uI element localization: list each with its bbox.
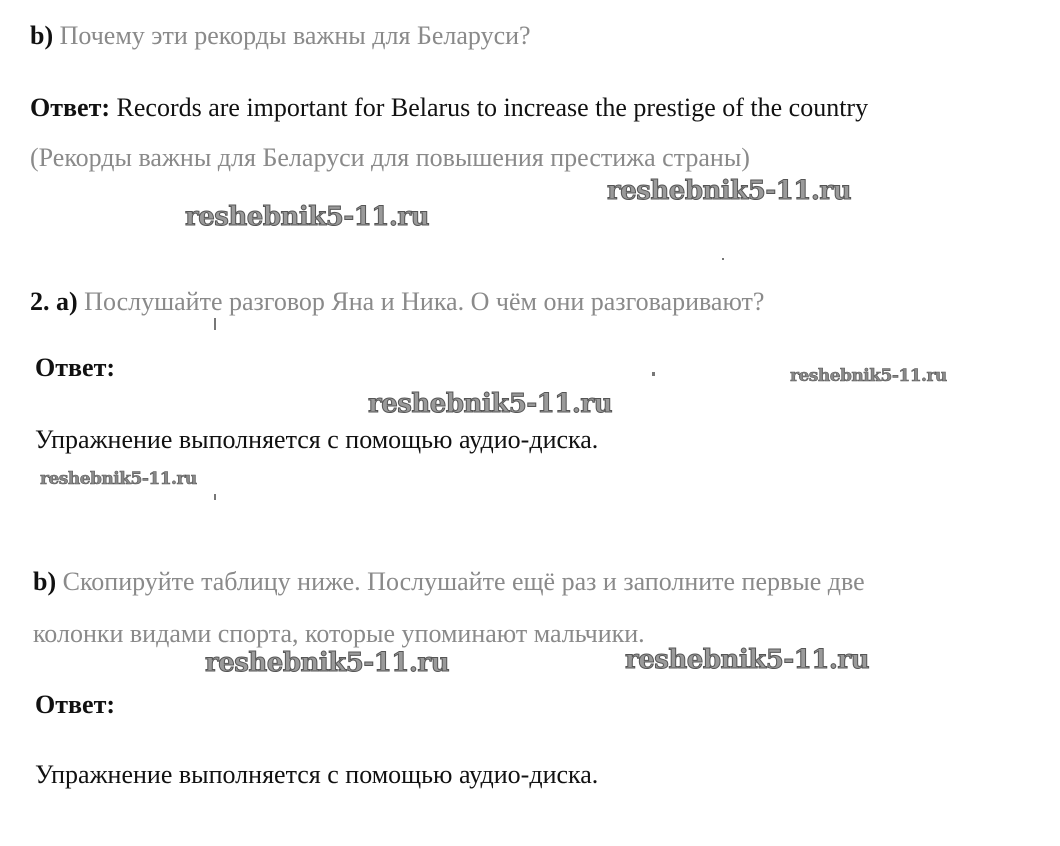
answer-2b-label: Ответ: [35, 690, 116, 719]
answer-b1-label: Ответ: [30, 93, 111, 122]
watermark: reshebnik5-11.ru [625, 645, 870, 675]
answer-b1-translation: (Рекорды важны для Беларуси для повышения престижа страны) [30, 143, 750, 172]
watermark: reshebnik5-11.ru [607, 176, 852, 206]
answer-b1-english: Records are important for Belarus to increase the prestige of the country [116, 93, 869, 122]
answer-2a-text: Упражнение выполняется с помощью аудио-диска. [35, 425, 599, 454]
question-b1 [30, 20, 531, 52]
question-2b-label: b) [33, 567, 57, 596]
answer-2a-label: Ответ: [35, 353, 116, 382]
scan-speck [214, 318, 216, 330]
scan-speck [652, 372, 655, 376]
scan-speck [722, 258, 724, 260]
question-2b-text-line1: Скопируйте таблицу ниже. Послушайте ещё раз и заполните первые две [62, 567, 865, 596]
question-2a-text: Послушайте разговор Яна и Ника. О чём они разговаривают? [84, 287, 765, 316]
question-b1-label: b) [30, 21, 54, 50]
answer-2b-text: Упражнение выполняется с помощью аудио-диска. [35, 760, 599, 789]
scan-speck [214, 494, 216, 500]
watermark: reshebnik5-11.ru [205, 648, 450, 678]
question-2a [30, 286, 764, 318]
watermark: reshebnik5-11.ru [790, 366, 947, 386]
question-2b [33, 566, 865, 598]
question-b1-text: Почему эти рекорды важны для Беларуси? [59, 21, 531, 50]
answer-b1 [30, 92, 868, 124]
question-2b-text-line2: колонки видами спорта, которые упоминают мальчики. [33, 619, 645, 648]
watermark: reshebnik5-11.ru [185, 202, 430, 232]
question-2a-label: 2. a) [30, 287, 78, 316]
watermark: reshebnik5-11.ru [40, 469, 197, 489]
watermark: reshebnik5-11.ru [368, 389, 613, 419]
